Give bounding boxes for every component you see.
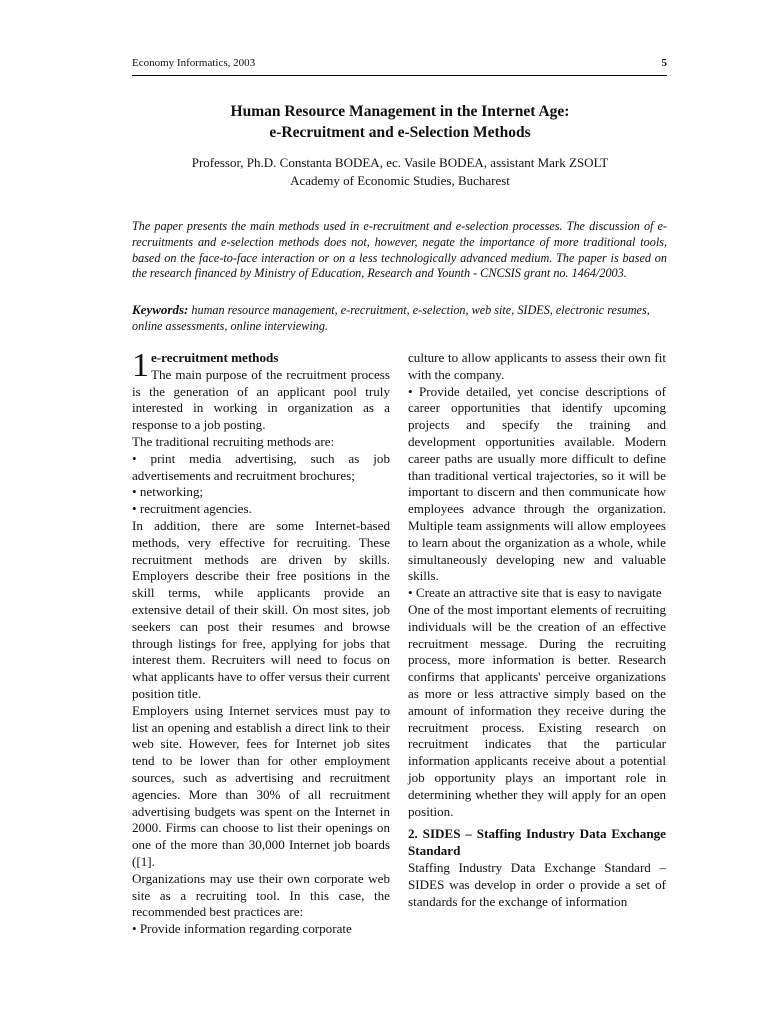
keywords-text: human resource management, e-recruitment, e-selection, web site, SIDES, electronic resumes, online assessments, online interviewing.	[132, 303, 650, 333]
left-bullet: • networking;	[132, 484, 204, 500]
affiliation: Academy of Economic Studies, Bucharest	[290, 173, 510, 188]
title-line-1: Human Resource Management in the Internet Age:	[230, 103, 570, 120]
left-paragraph: Employers using Internet services must pay to list an opening and establish a direct link to their web site. However, fees for Internet job sites tend to be lower than for other employment sources, such as advertising and recruitment agencies. More than 30% of all recruitment advertising budgets was spent on the Internet in 2000. Firms can choose to list their openings on one of the more than 30,000 Internet job boards ([1].	[132, 702, 390, 869]
right-paragraph: culture to allow applicants to assess their own fit with the company.	[408, 350, 666, 382]
left-paragraph: The main purpose of the recruitment process is the generation of an applicant pool truly interested in working in organization as a response to a job posting.	[132, 366, 390, 433]
left-paragraph: The traditional recruiting methods are:	[132, 433, 335, 449]
author-block	[100, 154, 700, 190]
author-names: Professor, Ph.D. Constanta BODEA, ec. Vasile BODEA, assistant Mark ZSOLT	[191, 155, 609, 170]
section-1-title: e-recruitment methods	[151, 350, 279, 365]
title-line-2: e-Recruitment and e-Selection Methods	[269, 124, 531, 141]
paper-title	[100, 101, 700, 143]
page-number: 5	[661, 57, 667, 69]
left-paragraph: Organizations may use their own corporate web site as a recruiting tool. In this case, the recommended best practices are:	[132, 870, 390, 920]
abstract: The paper presents the main methods used in e-recruitment and e-selection processes. The discussion of e-recruitments and e-selection methods does not, however, negate the importance of more traditional tools, based on the face-to-face interaction or on a less technologically advanced medium. The paper is based on the research financed by Ministry of Education, Research and Younth - CNCSIS grant no. 1464/2003.	[132, 219, 667, 281]
running-header	[132, 57, 667, 69]
right-column	[408, 350, 666, 910]
left-bullet: • Provide information regarding corporate	[132, 921, 352, 937]
right-bullet: • Provide detailed, yet concise descriptions of career opportunities that identify upcoming projects and specify the training and development opportunities available. Modern career paths are usually more difficult to define than traditional vertical trajectories, so it will be important to discern and then communicate how employees advance through the organization. Multiple team assignments will allow employees to learn about the organization as a whole, while simultaneously developing new and valuable skills.	[408, 383, 666, 584]
keywords	[132, 302, 667, 335]
left-bullet: • recruitment agencies.	[132, 501, 252, 517]
right-paragraph: One of the most important elements of recruiting individuals will be the creation of an effective recruitment message. During the recruiting process, more information is better. Research confirms that applicants' perceive organizations as more or less attractive simply based on the amount of information they receive during the recruitment process. Existing research on recruitment indicates that the particular information applicants receive about a potential job opportunity plays an important role in determining whether they will apply for an open position.	[408, 601, 666, 819]
left-bullet: • print media advertising, such as job advertisements and recruitment brochures;	[132, 450, 390, 483]
section-1-dropcap: 1	[132, 347, 149, 384]
section-2-title: 2. SIDES – Staffing Industry Data Exchange Standard	[408, 826, 666, 859]
left-paragraph: In addition, there are some Internet-based methods, very effective for recruiting. These recruitment methods are driven by skills. Employers describe their free positions in the skill terms, while applicants provide an extensive detail of their skill. On most sites, job seekers can post their resumes and browse through listings for free, applying for jobs that interest them. Recruiters will need to focus on what applicants have to offer versus their current position title.	[132, 517, 390, 701]
right-bullet: • Create an attractive site that is easy to navigate	[408, 585, 662, 601]
section-2-text: Staffing Industry Data Exchange Standard – SIDES was develop in order o provide a set of standards for the exchange of information	[408, 859, 666, 909]
keywords-label: Keywords:	[132, 302, 189, 317]
left-column	[132, 347, 390, 938]
header-rule	[132, 75, 667, 76]
journal-name: Economy Informatics, 2003	[132, 57, 256, 69]
